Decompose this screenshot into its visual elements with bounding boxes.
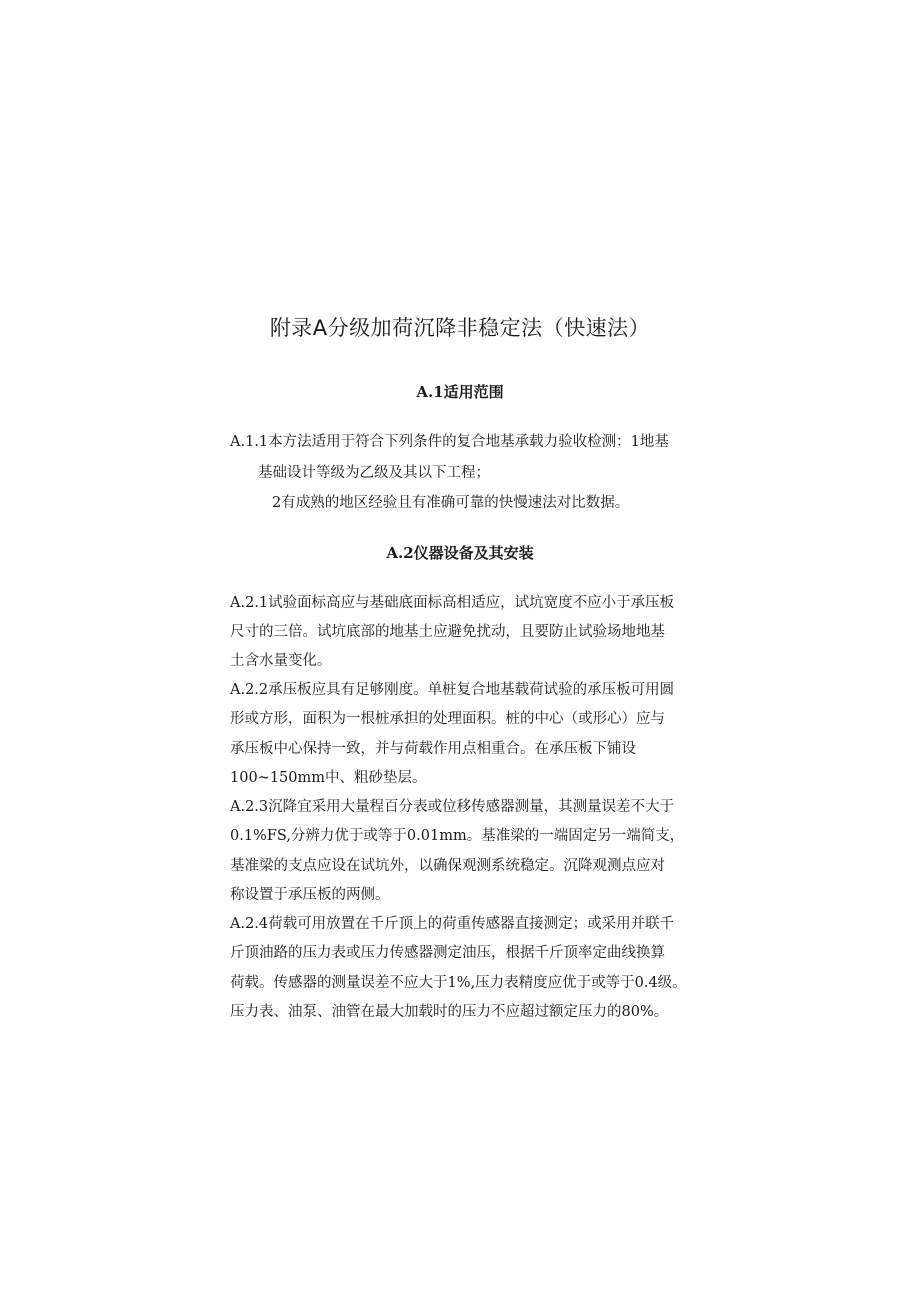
text-line: 压力表、油泵、油管在最大加载时的压力不应超过额定压力的80%。 [230, 1004, 669, 1020]
text-line: A.1.1本方法适用于符合下列条件的复合地基承载力验收检测：1地基 [230, 434, 669, 450]
section-heading-a2: A.2仪器设备及其安装 [386, 544, 534, 562]
text-line: 2有成熟的地区经验且有准确可靠的快慢速法对比数据。 [272, 495, 630, 511]
text-line: A.2.2承压板应具有足够刚度。单桩复合地基载荷试验的承压板可用圆 [230, 682, 675, 698]
text-line: A.2.1试验面标高应与基础底面标高相适应，试坑宽度不应小于承压板 [230, 595, 675, 611]
page-title: 附录A分级加荷沉降非稳定法（快速法） [269, 316, 651, 340]
text-line: 0.1%FS,分辨力优于或等于0.01mm。基准梁的一端固定另一端简支， [230, 828, 685, 844]
text-line: 形或方形，面积为一根桩承担的处理面积。桩的中心（或形心）应与 [230, 711, 665, 727]
section-heading-a1: A.1适用范围 [416, 383, 504, 401]
text-line: 称设置于承压板的两侧。 [230, 887, 390, 903]
text-line: 基准梁的支点应设在试坑外，以确保观测系统稳定。沉降观测点应对 [230, 858, 665, 874]
text-line: A.2.3沉降宜采用大量程百分表或位移传感器测量，其测量误差不大于 [230, 799, 675, 815]
text-line: 基础设计等级为乙级及其以下工程； [258, 465, 490, 481]
text-line: 斤顶油路的压力表或压力传感器测定油压，根据千斤顶率定曲线换算 [230, 945, 665, 961]
text-line: 荷载。传感器的测量误差不应大于1%,压力表精度应优于或等于0.4级。 [230, 975, 687, 991]
text-line: A.2.4荷载可用放置在千斤顶上的荷重传感器直接测定；或采用并联千 [230, 916, 675, 932]
text-line: 土含水量变化。 [230, 653, 332, 669]
text-line: 100~150mm中、粗砂垫层。 [230, 770, 427, 786]
text-line: 尺寸的三倍。试坑底部的地基土应避免扰动，且要防止试验场地地基 [230, 624, 665, 640]
text-line: 承压板中心保持一致，并与荷载作用点相重合。在承压板下铺设 [230, 741, 636, 757]
